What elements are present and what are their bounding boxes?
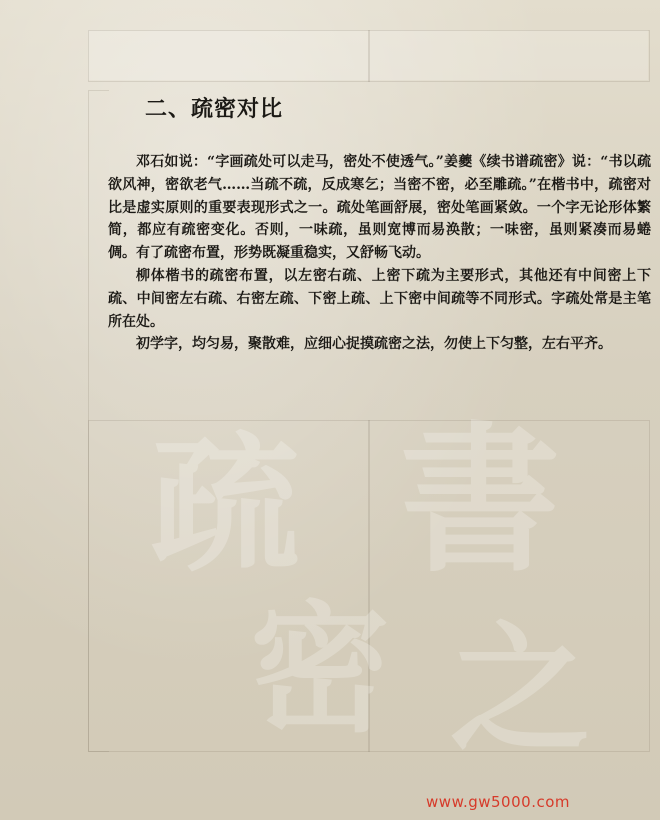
ghost-calligraphy-1: 疏: [150, 417, 301, 593]
watermark-url: www.gw5000.com: [426, 793, 570, 811]
ghost-calligraphy-4: 之: [450, 608, 591, 772]
ghost-header-cell-right: [368, 30, 650, 82]
section-heading: 二、疏密对比: [145, 97, 284, 122]
ghost-calligraphy-2: 書: [400, 406, 561, 594]
paragraph: 柳体楷书的疏密布置，以左密右疏、上密下疏为主要形式，其他还有中间密上下疏、中间密左右疏、右密左疏、下密上疏、上下密中间疏等不同形式。字疏处常是主笔所在处。: [108, 267, 651, 330]
ghost-header-cell-left: [88, 30, 370, 82]
paragraph: 邓石如说：“字画疏处可以走马，密处不使透气。”姜夔《续书谱疏密》说：“书以疏欲风神，密欲老气……当疏不疏，反成寒乞；当密不密，必至雕疏。”在楷书中，疏密对比是虚实原则的重要表现形式之一。疏处笔画舒展，密处笔画紧敛。一个字无论形体繁简，都应有疏密变化。否则，一味疏，虽则宽博而易涣散；一味密，虽则紧凑而易蜷倜。有了疏密布置，形势既凝重稳实，又舒畅飞动。: [108, 154, 651, 262]
paragraph: 初学字，均匀易，聚散难，应细心捉摸疏密之法，勿使上下匀整，左右平齐。: [136, 336, 612, 353]
ghost-margin-line: [88, 90, 109, 752]
body-text: [108, 151, 651, 356]
ghost-calligraphy-3: 密: [250, 588, 391, 752]
